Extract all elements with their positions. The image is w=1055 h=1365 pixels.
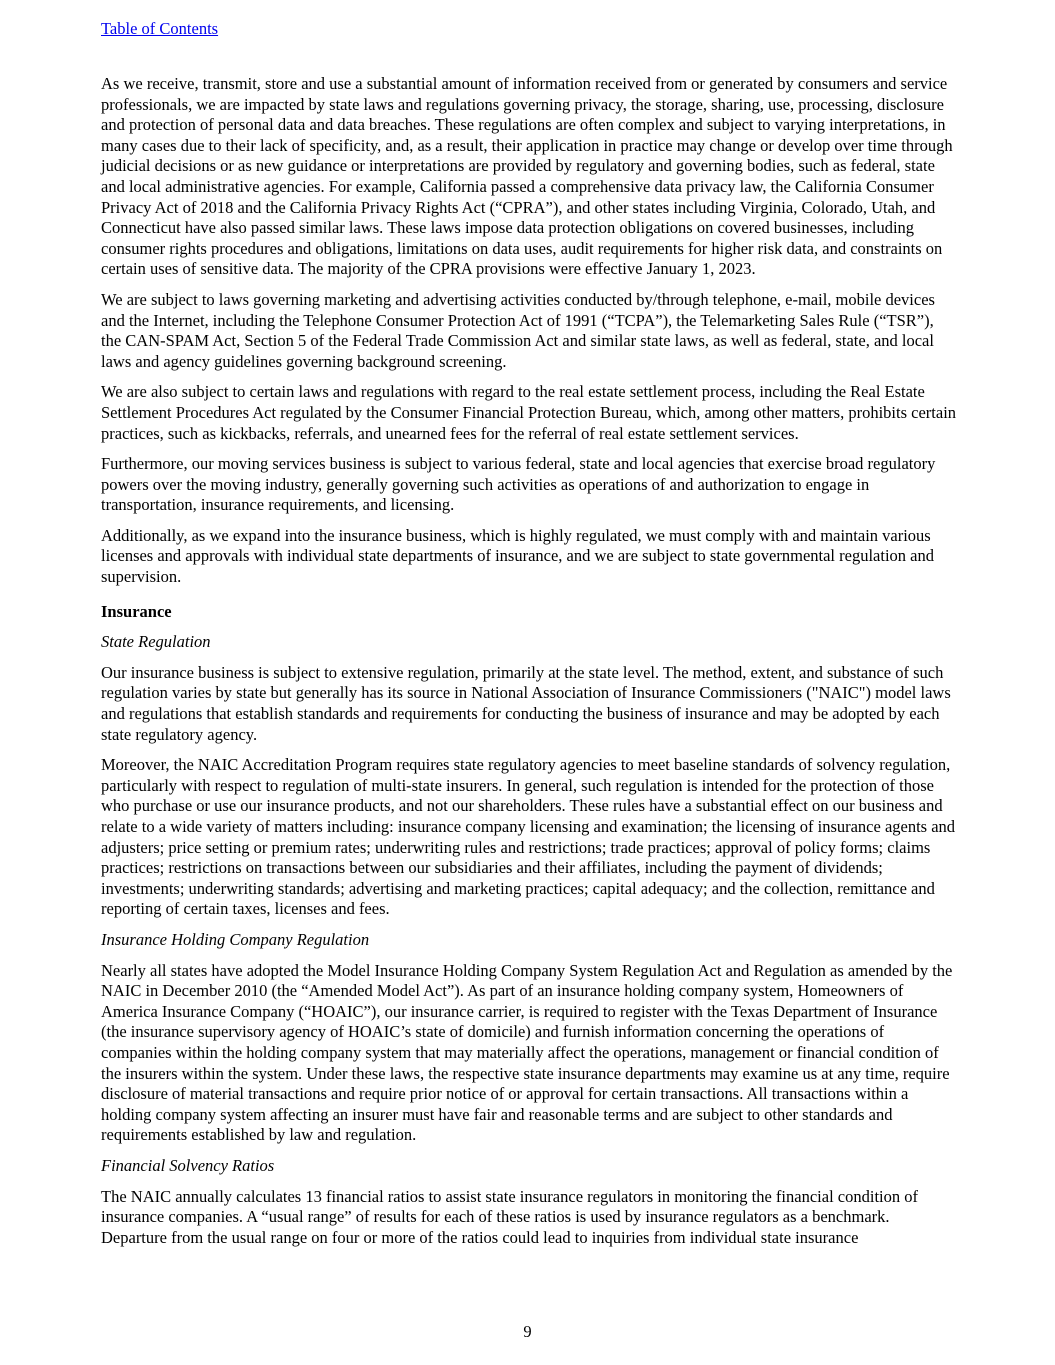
solvency-ratios-paragraph: The NAIC annually calculates 13 financial ratios to assist state insurance regulators in monitoring the financial condition of insurance companies. A “usual range” of results for each of these ratios is used by insurance regulators as a benchmark. Departure from the usual range on four or more of the ratios could lead to inquiries from individual state insurance <box>101 1186 918 1247</box>
document-page <box>101 18 957 1258</box>
real-estate-settlement-paragraph: We are also subject to certain laws and regulations with regard to the real estate settlement process, including the Real Estate Settlement Procedures Act regulated by the Consumer Financial Protection Bureau, which, among other matters, prohibits certain practices, such as kickbacks, referrals, and unearned fees for the referral of real estate settlement services. <box>101 382 957 443</box>
holding-company-heading: Insurance Holding Company Regulation <box>101 929 370 949</box>
state-regulation-heading: State Regulation <box>101 632 211 652</box>
insurance-licensing-paragraph: Additionally, as we expand into the insurance business, which is highly regulated, we must comply with and maintain various licenses and approvals with individual state departments of insurance, and we are subject to state governmental regulation and supervision. <box>101 525 934 587</box>
holding-company-paragraph: Nearly all states have adopted the Model Insurance Holding Company System Regulation Act and Regulation as amended by the NAIC in December 2010 (the “Amended Model Act”). As part of an insurance holding company system, Homeowners of America Insurance Company (“HOAIC”), our insurance carrier, is required to register with the Texas Department of Insurance (the insurance supervisory agency of HOAIC’s state of domicile) and furnish information concerning the operations of companies within the holding company system that may materially affect the operations, management or financial condition of the insurers within the system. Under these laws, the respective state insurance departments may examine us at any time, require disclosure of material transactions and require prior notice of or approval for certain transactions. All transactions within a holding company system affecting an insurer must have fair and reasonable terms and are subject to other standards and requirements established by law and regulation. <box>101 960 953 1145</box>
insurance-heading: Insurance <box>101 601 172 621</box>
page-number: 9 <box>523 1322 532 1341</box>
state-regulation-paragraph-1: Our insurance business is subject to extensive regulation, primarily at the state level. The method, extent, and substance of such regulation varies by state but generally has its source in National Association of Insurance Commissioners ("NAIC") model laws and regulations that establish standards and requirements for conducting the business of insurance and may be adopted by each state regulatory agency. <box>101 662 951 744</box>
marketing-laws-paragraph: We are subject to laws governing marketing and advertising activities conducted by/through telephone, e-mail, mobile devices and the Internet, including the Telephone Consumer Protection Act of 1991 (“TCPA”), the Telemarketing Sales Rule (“TSR”), the CAN-SPAM Act, Section 5 of the Federal Trade Commission Act and similar state laws, as well as federal, state, and local laws and agency guidelines governing background screening. <box>101 289 935 371</box>
solvency-ratios-heading: Financial Solvency Ratios <box>101 1155 275 1175</box>
privacy-regulation-paragraph: As we receive, transmit, store and use a substantial amount of information received from or generated by consumers and service professionals, we are impacted by state laws and regulations governing privacy, the storage, sharing, use, processing, disclosure and protection of personal data and data breaches. These regulations are often complex and subject to varying interpretations, in many cases due to their lack of specificity, and, as a result, their application in practice may change or develop over time through judicial decisions or as new guidance or interpretations are provided by regulatory and governing bodies, such as federal, state and local administrative agencies. For example, California passed a comprehensive data privacy law, the California Consumer Privacy Act of 2018 and the California Privacy Rights Act (“CPRA”), and other states including Virginia, Colorado, Utah, and Connecticut have also passed similar laws. These laws impose data protection obligations on covered businesses, including consumer rights procedures and obligations, limitations on data uses, audit requirements for higher risk data, and constraints on certain uses of sensitive data. The majority of the CPRA provisions were effective January 1, 2023. <box>101 74 953 279</box>
moving-services-paragraph: Furthermore, our moving services business is subject to various federal, state and local agencies that exercise broad regulatory powers over the moving industry, generally governing such activities as operations of and authorization to engage in transportation, insurance requirements, and licensing. <box>101 454 936 515</box>
table-of-contents-link[interactable]: Table of Contents <box>101 19 219 38</box>
state-regulation-paragraph-2: Moreover, the NAIC Accreditation Program requires state regulatory agencies to meet baseline standards of solvency regulation, particularly with respect to regulation of multi-state insurers. In general, such regulation is intended for the protection of those who purchase or use our insurance products, and not our shareholders. These rules have a substantial effect on our business and relate to a wide variety of matters including: insurance company licensing and examination; the licensing of insurance agents and adjusters; price setting or premium rates; underwriting rules and restrictions; trade practices; approval of policy forms; claims practices; restrictions on transactions between our subsidiaries and their affiliates, including the payment of dividends; investments; underwriting standards; advertising and marketing practices; capital adequacy; and the collection, remittance and reporting of certain taxes, licenses and fees. <box>101 755 956 919</box>
